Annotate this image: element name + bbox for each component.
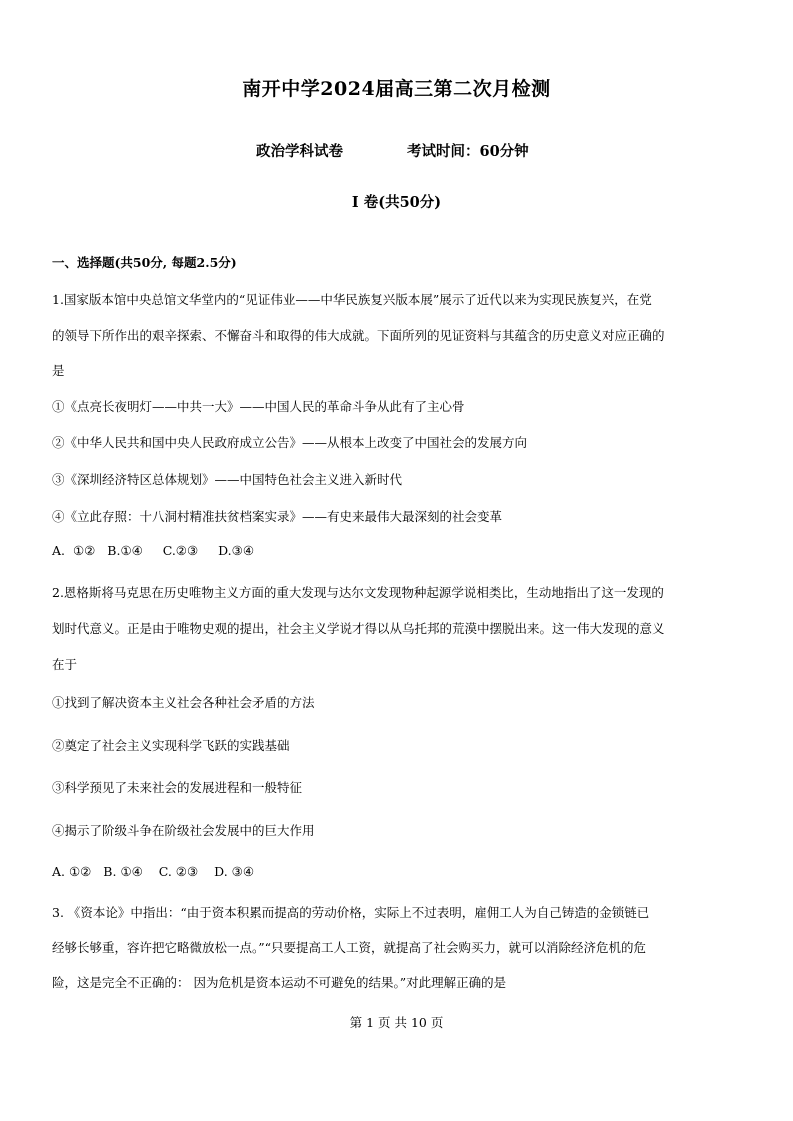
part-heading: I 卷(共50分)	[351, 194, 442, 211]
q1-options: A. ①② B.①④ C.②③ D.③④	[52, 543, 255, 558]
q1-stem-line-1: 1.国家版本馆中央总馆文华堂内的“见证伟业——中华民族复兴版本展”展示了近代以来为实现民族复兴，在党	[52, 292, 652, 307]
q3-stem-line-1: 3. 《资本论》中指出：“由于资本积累而提高的劳动价格，实际上不过表明，雇佣工人为自己铸造的金锁链已	[52, 905, 650, 920]
q2-stem-line-3: 在于	[52, 657, 78, 672]
exam-time-label: 考试时间：60分钟	[407, 143, 529, 160]
q1-stem-line-2: 的领导下所作出的艰辛探索、不懈奋斗和取得的伟大成就。下面所列的见证资料与其蕴含的历史意义对应正确的	[52, 328, 665, 343]
q2-options: A. ①② B. ①④ C. ②③ D. ③④	[52, 864, 255, 879]
section-heading: 一、选择题(共50分, 每题2.5分)	[52, 255, 237, 270]
exam-title: 南开中学2024届高三第二次月检测	[242, 78, 551, 100]
q1-item-3: ③《深圳经济特区总体规划》——中国特色社会主义进入新时代	[52, 472, 403, 487]
q1-stem-line-3: 是	[52, 363, 65, 378]
q2-item-2: ②奠定了社会主义实现科学飞跃的实践基础	[52, 738, 290, 753]
page-footer: 第 1 页 共 10 页	[349, 1015, 444, 1030]
q1-item-4: ④《立此存照：十八洞村精准扶贫档案实录》——有史来最伟大最深刻的社会变革	[52, 509, 503, 524]
q2-item-3: ③科学预见了未来社会的发展进程和一般特征	[52, 780, 303, 795]
q3-stem-line-3: 险，这是完全不正确的： 因为危机是资本运动不可避免的结果。”对此理解正确的是	[52, 975, 507, 990]
q2-item-1: ①找到了解决资本主义社会各种社会矛盾的方法	[52, 695, 315, 710]
q1-item-2: ②《中华人民共和国中央人民政府成立公告》——从根本上改变了中国社会的发展方向	[52, 435, 528, 450]
q3-stem-line-2: 经够长够重，容许把它略微放松一点。”“只要提高工人工资，就提高了社会购买力，就可以消除经济危机的危	[52, 940, 647, 955]
q2-stem-line-1: 2.恩格斯将马克思在历史唯物主义方面的重大发现与达尔文发现物种起源学说相类比，生动地指出了这一发现的	[52, 585, 664, 600]
q1-item-1: ①《点亮长夜明灯——中共一大》——中国人民的革命斗争从此有了主心骨	[52, 399, 465, 414]
q2-item-4: ④揭示了阶级斗争在阶级社会发展中的巨大作用	[52, 823, 315, 838]
subject-label: 政治学科试卷	[256, 143, 343, 160]
q2-stem-line-2: 划时代意义。正是由于唯物史观的提出，社会主义学说才得以从乌托邦的荒漠中摆脱出来。这一伟大发现的意义	[52, 621, 665, 636]
